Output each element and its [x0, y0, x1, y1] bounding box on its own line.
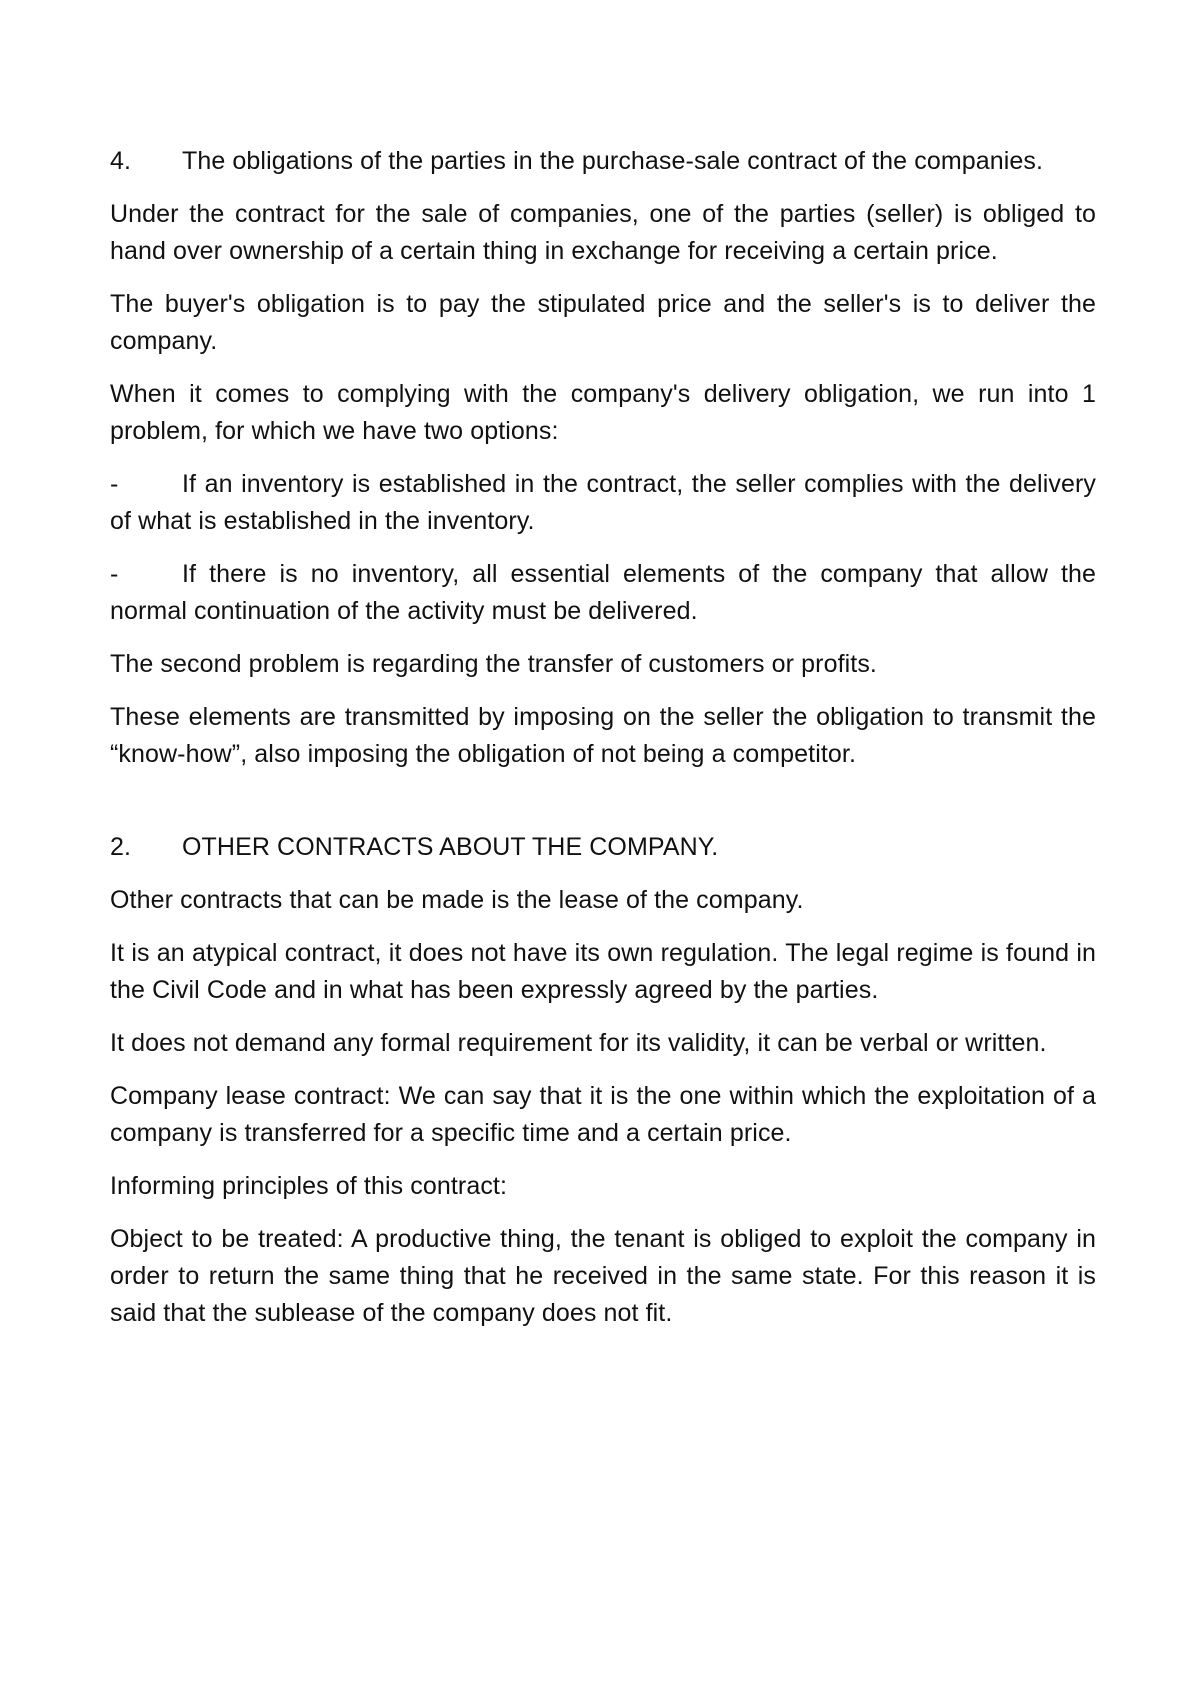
list-marker: -	[110, 560, 119, 588]
paragraph-atypical-contract: It is an atypical contract, it does not have its own regulation. The legal regime is found in the Civil Code and in what has been expressly agreed by the parties.	[110, 939, 1096, 1004]
paragraph-second-problem: The second problem is regarding the transfer of customers or profits.	[110, 650, 877, 678]
section-heading-other-contracts	[110, 829, 1096, 866]
list-item-text: If an inventory is established in the contract, the seller complies with the delivery of what is established in the inventory.	[110, 470, 1096, 535]
list-item-text: If there is no inventory, all essential elements of the company that allow the normal continuation of the activity must be delivered.	[110, 560, 1096, 625]
paragraph-buyer-obligation: The buyer's obligation is to pay the stipulated price and the seller's is to deliver the company.	[110, 290, 1096, 355]
document-body	[110, 143, 1096, 1348]
heading-text: OTHER CONTRACTS ABOUT THE COMPANY.	[182, 833, 719, 861]
section-heading-obligations	[110, 143, 1096, 180]
list-item-no-inventory	[110, 556, 1096, 630]
list-item-inventory	[110, 466, 1096, 540]
heading-text: The obligations of the parties in the purchase-sale contract of the companies.	[182, 147, 1044, 175]
paragraph-delivery-problem: When it comes to complying with the company's delivery obligation, we run into 1 problem, for which we have two options:	[110, 380, 1096, 445]
heading-number: 4.	[110, 147, 132, 175]
paragraph-object: Object to be treated: A productive thing, the tenant is obliged to exploit the company in order to return the same thing that he received in the same state. For this reason it is said that the sublease of the company does not fit.	[110, 1225, 1096, 1327]
paragraph-lease: Other contracts that can be made is the lease of the company.	[110, 886, 804, 914]
paragraph-know-how: These elements are transmitted by imposing on the seller the obligation to transmit the “know-how”, also imposing the obligation of not being a competitor.	[110, 703, 1096, 768]
paragraph-formal-requirement: It does not demand any formal requirement for its validity, it can be verbal or written.	[110, 1029, 1047, 1057]
paragraph-lease-definition: Company lease contract: We can say that it is the one within which the exploitation of a company is transferred for a specific time and a certain price.	[110, 1082, 1096, 1147]
list-marker: -	[110, 470, 119, 498]
paragraph-sale-contract: Under the contract for the sale of companies, one of the parties (seller) is obliged to hand over ownership of a certain thing in exchange for receiving a certain price.	[110, 200, 1096, 265]
paragraph-informing-principles: Informing principles of this contract:	[110, 1172, 508, 1200]
heading-number: 2.	[110, 833, 132, 861]
